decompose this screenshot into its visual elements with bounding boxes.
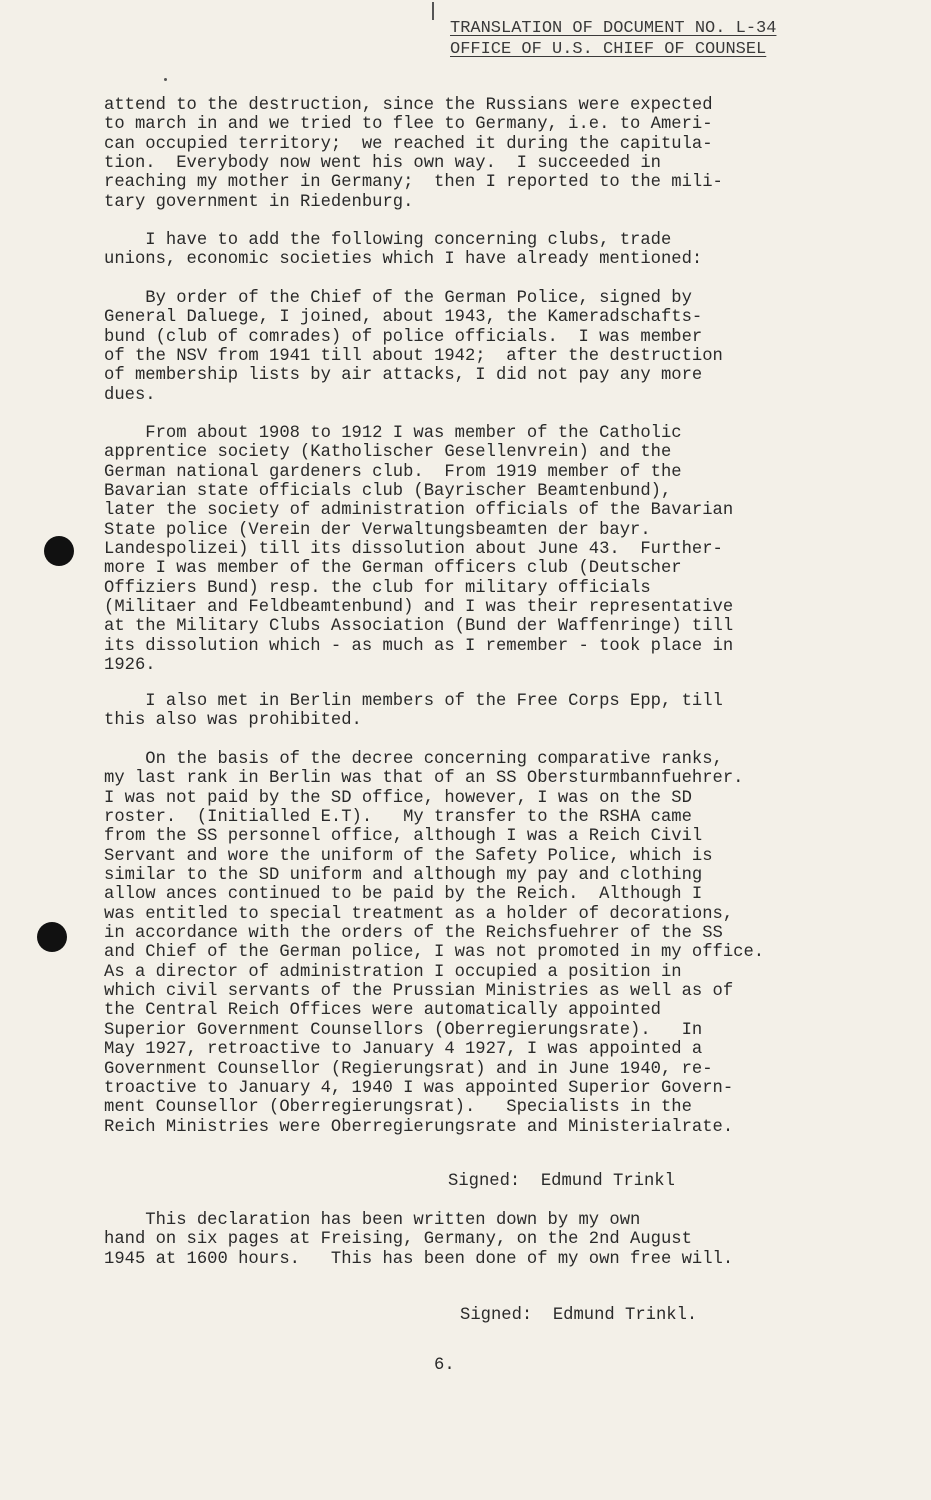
header-office-line: OFFICE OF U.S. CHIEF OF COUNSEL [450,40,767,59]
page-number: 6. [434,1356,455,1375]
paragraph-free-corps: I also met in Berlin members of the Free Corps Epp, till this also was prohibited. [104,692,723,731]
signature-first: Signed: Edmund Trinkl [448,1172,675,1191]
paragraph-clubs-intro: I have to add the following concerning clubs, trade unions, economic societies which I have already mentioned: [104,231,703,270]
signature-second: Signed: Edmund Trinkl. [460,1306,698,1325]
header-translation-line: TRANSLATION OF DOCUMENT NO. L-34 [450,19,777,38]
paragraph-flight: attend to the destruction, since the Russians were expected to march in and we tried to flee to Germany, i.e. to Ameri- can occupied territory; we reached it during the capitula- tion. Everybody now went his own way. I succeeded in reaching my mother in Germany; then I reported to the mili- tary government in Riedenburg. [104,96,723,212]
paragraph-declaration: This declaration has been written down by my own hand on six pages at Freising, Germany, on the 2nd August 1945 at 1600 hours. This has been done of my own free will. [104,1211,734,1269]
punch-hole-lower [37,922,67,952]
paragraph-police-club: By order of the Chief of the German Police, signed by General Daluege, I joined, about 1943, the Kameradschafts- bund (club of comrades) of police officials. I was member of the NSV from 1941 till about 1942; after the destruction of membership lists by air attacks, I did not pay any more dues. [104,289,723,405]
stray-dot [164,78,167,81]
paragraph-memberships: From about 1908 to 1912 I was member of the Catholic apprentice society (Katholischer Gesellenvrein) and the German national gardeners club. From 1919 member of the Bavarian state officials club (Bayrischer Beamtenbund), later the society of administration officials of the Bavarian State police (Verein der Verwaltungsbeamten der bayr. Landespolizei) till its dissolution about June 43. Further- more I was member of the German officers club (Deutscher Offiziers Bund) resp. the club for military officials (Militaer and Feldbeamtenbund) and I was their representative at the Military Clubs Association (Bund der Waffenringe) till its dissolution which - as much as I remember - took place in 1926. [104,424,734,676]
document-header [450,18,828,60]
paragraph-ranks: On the basis of the decree concerning comparative ranks, my last rank in Berlin was that of an SS Obersturmbannfuehrer. I was not paid by the SD office, however, I was on the SD roster. (Initialled E.T). My transfer to the RSHA came from the SS personnel office, although I was a Reich Civil Servant and wore the uniform of the Safety Police, which is similar to the SD uniform and although my pay and clothing allow ances continued to be paid by the Reich. Although I was entitled to special treatment as a holder of decorations, in accordance with the orders of the Reichsfuehrer of the SS and Chief of the German police, I was not promoted in my office. As a director of administration I occupied a position in which civil servants of the Prussian Ministries as well as of the Central Reich Offices were automatically appointed Superior Government Counsellors (Oberregierungsrate). In May 1927, retroactive to January 4 1927, I was appointed a Government Counsellor (Regierungsrat) and in June 1940, re- troactive to January 4, 1940 I was appointed Superior Govern- ment Counsellor (Oberregierungsrat). Specialists in the Reich Ministries were Oberregierungsrate and Ministerialrate. [104,750,765,1137]
header-pen-mark [432,2,434,20]
punch-hole-upper [44,536,74,566]
